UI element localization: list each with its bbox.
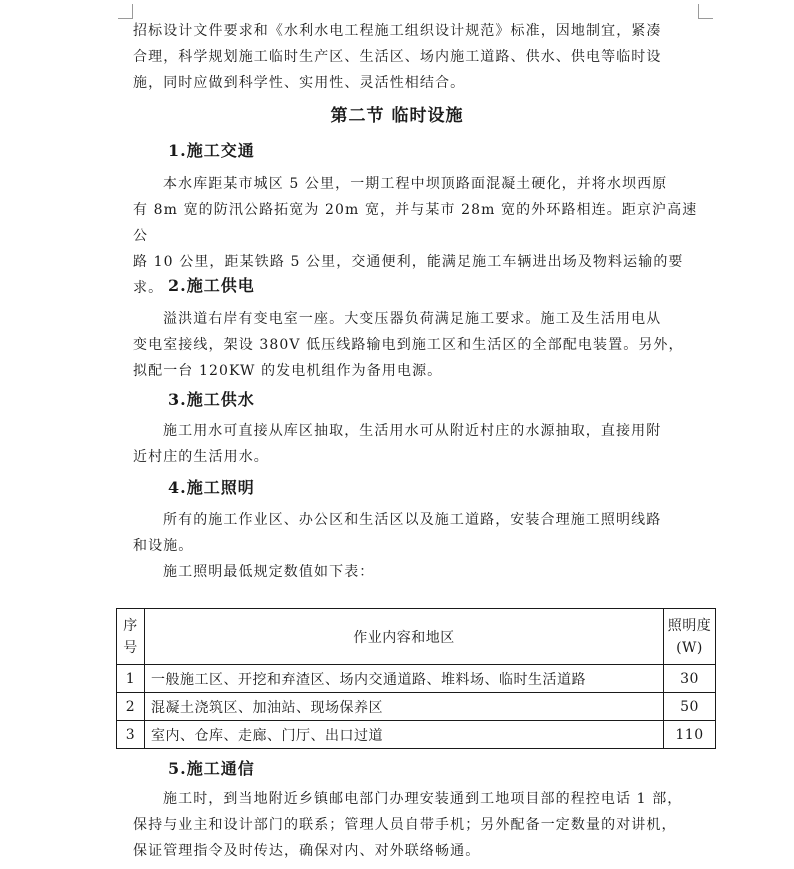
text-line: 保持与业主和设计部门的联系；管理人员自带手机；另外配备一定数量的对讲机， xyxy=(133,817,677,833)
cell-illuminance: 30 xyxy=(664,665,716,693)
cell-area: 室内、仓库、走廊、门厅、出口过道 xyxy=(145,721,664,749)
cell-number: 2 xyxy=(117,693,145,721)
table-row xyxy=(117,721,716,749)
text-line: 溢洪道右岸有变电室一座。大变压器负荷满足施工要求。施工及生活用电从 xyxy=(163,311,662,327)
text-line: 保证管理指令及时传达，确保对内、对外联络畅通。 xyxy=(133,843,481,859)
text-line: 招标设计文件要求和《水利水电工程施工组织设计规范》标准，因地制宜，紧凑 xyxy=(133,23,662,39)
text-line: 施工时，到当地附近乡镇邮电部门办理安装通到工地项目部的程控电话 1 部， xyxy=(163,791,683,807)
lighting-table xyxy=(116,608,716,749)
text-line: 求。 xyxy=(133,280,164,296)
paragraph-power xyxy=(133,306,703,384)
text-line: 合理，科学规划施工临时生产区、生活区、场内施工道路、供水、供电等临时设 xyxy=(133,49,662,65)
text-line: 有 8m 宽的防汛公路拓宽为 20m 宽，并与某市 28m 宽的外环路相连。距京沪高速公 xyxy=(133,202,698,244)
cell-illuminance: 110 xyxy=(664,721,716,749)
text-line: 和设施。 xyxy=(133,538,194,554)
cell-illuminance: 50 xyxy=(664,693,716,721)
cell-area: 混凝土浇筑区、加油站、现场保养区 xyxy=(145,693,664,721)
paragraph-lighting xyxy=(133,507,703,585)
cell-number: 1 xyxy=(117,665,145,693)
header-number: 序 号 xyxy=(117,609,145,665)
text-line: 拟配一台 120KW 的发电机组作为备用电源。 xyxy=(133,363,443,379)
margin-corner-mark-left xyxy=(118,4,133,19)
text-line: 本水库距某市城区 5 公里，一期工程中坝顶路面混凝土硬化，并将水坝西原 xyxy=(163,176,668,192)
text-line: 施工照明最低规定数值如下表： xyxy=(163,564,375,580)
heading-water: 3.施工供水 xyxy=(168,390,255,409)
table-row xyxy=(117,693,716,721)
paragraph-communication xyxy=(133,786,703,864)
intro-paragraph xyxy=(133,18,703,96)
table-header-row xyxy=(117,609,716,665)
cell-area: 一般施工区、开挖和弃渣区、场内交通道路、堆料场、临时生活道路 xyxy=(145,665,664,693)
section-title: 第二节 临时设施 xyxy=(330,106,464,126)
text-line: 路 10 公里，距某铁路 5 公里，交通便利，能满足施工车辆进出场及物料运输的要 xyxy=(133,254,684,270)
heading-lighting: 4.施工照明 xyxy=(168,478,255,497)
heading-power: 2.施工供电 xyxy=(168,276,255,295)
header-area: 作业内容和地区 xyxy=(145,609,664,665)
text-line: 施工用水可直接从库区抽取，生活用水可从附近村庄的水源抽取，直接用附 xyxy=(163,423,662,439)
text-line: 施，同时应做到科学性、实用性、灵活性相结合。 xyxy=(133,75,466,91)
paragraph-water xyxy=(133,418,703,470)
cell-number: 3 xyxy=(117,721,145,749)
table-row xyxy=(117,665,716,693)
text-line: 变电室接线，架设 380V 低压线路输电到施工区和生活区的全部配电装置。另外， xyxy=(133,337,684,353)
header-illuminance: 照明度 (W) xyxy=(664,609,716,665)
heading-traffic: 1.施工交通 xyxy=(168,141,255,160)
text-line: 近村庄的生活用水。 xyxy=(133,449,269,465)
text-line: 所有的施工作业区、办公区和生活区以及施工道路，安装合理施工照明线路 xyxy=(163,512,662,528)
margin-corner-mark-right xyxy=(698,4,713,19)
heading-communication: 5.施工通信 xyxy=(168,759,255,778)
